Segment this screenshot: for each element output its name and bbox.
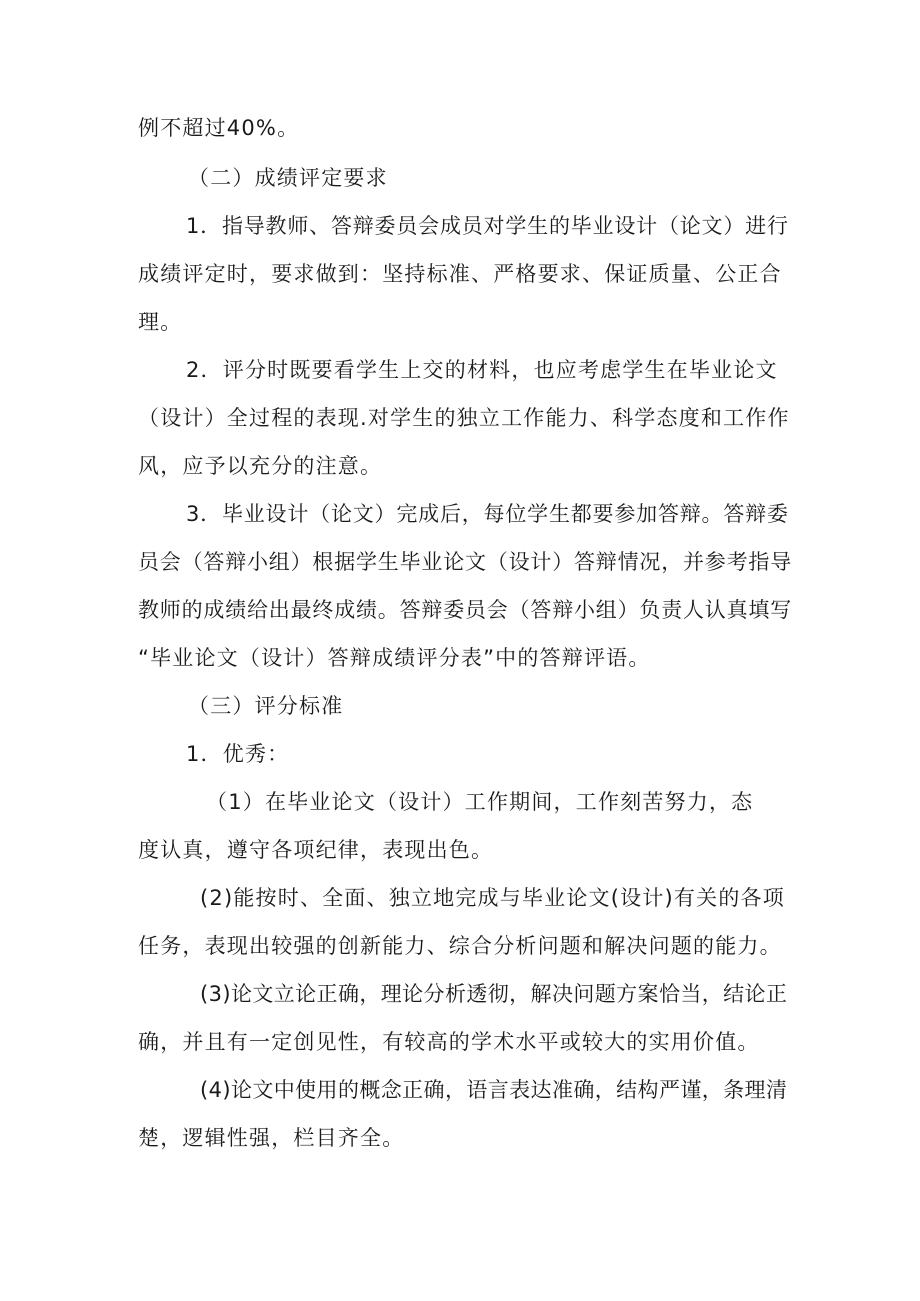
text-line-10: 员会（答辩小组）根据学生毕业论文（设计）答辩情况，并参考指导 xyxy=(138,550,792,574)
text-line-20: 确，并且有一定创见性，有较高的学术水平或较大的实用价值。 xyxy=(138,1030,760,1054)
text-line-1: 例不超过40%。 xyxy=(138,116,300,140)
text-line-19: (3)论文立论正确，理论分析透彻，解决问题方案恰当，结论正 xyxy=(200,982,788,1006)
text-line-21: (4)论文中使用的概念正确，语言表达准确，结构严谨，条理清 xyxy=(200,1078,788,1102)
section-heading-3: （三）评分标准 xyxy=(188,694,344,718)
text-line-12: “毕业论文（设计）答辩成绩评分表”中的答辩评语。 xyxy=(138,646,651,670)
text-line-22: 楚，逻辑性强，栏目齐全。 xyxy=(138,1126,405,1150)
text-line-9: 3．毕业设计（论文）完成后，每位学生都要参加答辩。答辩委 xyxy=(186,502,789,526)
text-line-16: 度认真，遵守各项纪律，表现出色。 xyxy=(138,838,494,862)
text-line-4: 成绩评定时，要求做到：坚持标准、严格要求、保证质量、公正合 xyxy=(138,262,782,286)
text-line-6: 2．评分时既要看学生上交的材料，也应考虑学生在毕业论文 xyxy=(186,358,778,382)
text-line-5: 理。 xyxy=(138,310,183,334)
text-line-8: 风，应予以充分的注意。 xyxy=(138,454,383,478)
text-line-15: （1）在毕业论文（设计）工作期间，工作刻苦努力，态 xyxy=(206,790,754,814)
text-line-11: 教师的成绩给出最终成绩。答辩委员会（答辩小组）负责人认真填写 xyxy=(138,598,792,622)
text-line-14: 1．优秀： xyxy=(186,742,290,766)
text-line-18: 任务，表现出较强的创新能力、综合分析问题和解决问题的能力。 xyxy=(138,934,782,958)
section-heading-2: （二）成绩评定要求 xyxy=(188,166,388,190)
text-line-7: （设计）全过程的表现.对学生的独立工作能力、科学态度和工作作 xyxy=(138,406,790,430)
text-line-3: 1．指导教师、答辩委员会成员对学生的毕业设计（论文）进行 xyxy=(186,214,789,238)
text-line-17: (2)能按时、全面、独立地完成与毕业论文(设计)有关的各项 xyxy=(200,886,785,910)
